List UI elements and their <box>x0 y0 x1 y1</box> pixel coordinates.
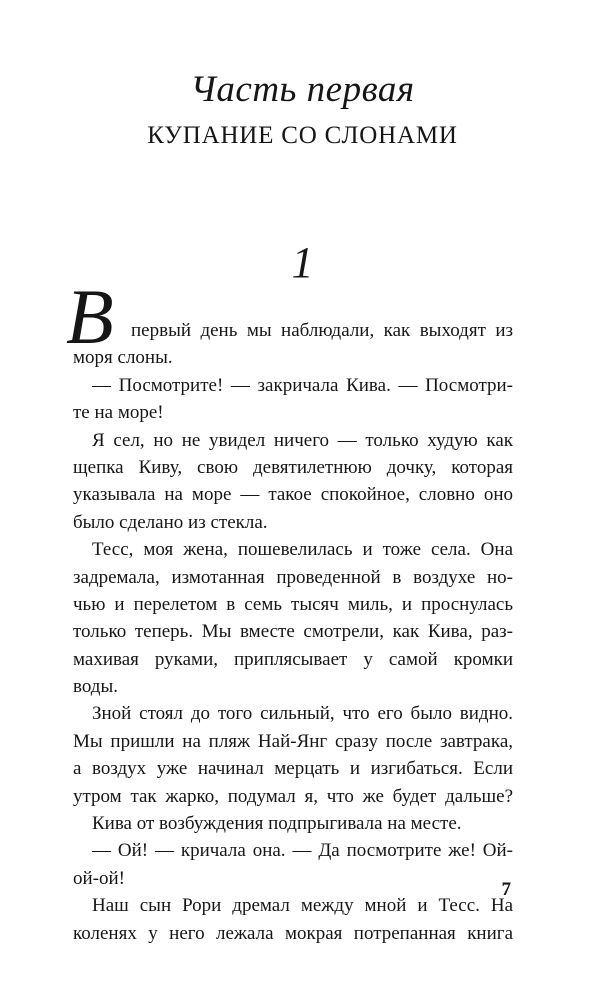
text-line: щепка Киву, свою девятилетнюю дочку, которая <box>73 456 513 478</box>
drop-cap: В <box>66 273 114 360</box>
text-line: Наш сын Рори дремал между мной и Тесс. На <box>92 895 513 917</box>
text-line: — Посмотрите! — закричала Кива. — Посмотри- <box>92 374 513 396</box>
text-line: те на море! <box>73 402 164 424</box>
text-line: Кива от возбуждения подпрыгивала на месте. <box>92 813 462 835</box>
text-line: воды. <box>73 676 118 698</box>
chapter-number: 1 <box>291 238 314 287</box>
text-line: — Ой! — кричала она. — Да посмотрите же! Ой- <box>92 840 513 862</box>
text-line: ой-ой! <box>73 867 125 889</box>
text-line: указывала на море — такое спокойное, словно оно <box>73 484 513 506</box>
text-line: коленях у него лежала мокрая потрепанная книга <box>73 922 513 944</box>
text-line: утром так жарко, подумал я, что же будет дальше? <box>73 785 513 807</box>
text-line: Тесс, моя жена, пошевелилась и тоже села. Она <box>92 539 513 561</box>
text-line: чью и перелетом в семь тысяч миль, и проснулась <box>73 593 513 615</box>
text-line: первый день мы наблюдали, как выходят из <box>131 320 513 341</box>
text-line: Мы пришли на пляж Най-Янг сразу после завтрака, <box>73 730 513 752</box>
text-line: а воздух уже начинал мерцать и изгибаться. Если <box>73 758 513 780</box>
text-line: моря слоны. <box>73 347 173 369</box>
text-line: Я сел, но не увидел ничего — только худую как <box>92 429 513 451</box>
text-line: только теперь. Мы вместе смотрели, как Кива, раз- <box>73 621 513 643</box>
part-title: Часть первая <box>190 69 415 110</box>
page-number: 7 <box>501 879 511 900</box>
part-subtitle: КУПАНИЕ СО СЛОНАМИ <box>147 122 458 149</box>
text-line: было сделано из стекла. <box>73 511 268 533</box>
chapter-text <box>73 317 513 947</box>
text-line: задремала, измотанная проведенной в воздухе но- <box>73 566 513 588</box>
text-line: махивая руками, приплясывает у самой кромки <box>73 648 513 670</box>
text-line: Зной стоял до того сильный, что его было видно. <box>92 703 513 725</box>
